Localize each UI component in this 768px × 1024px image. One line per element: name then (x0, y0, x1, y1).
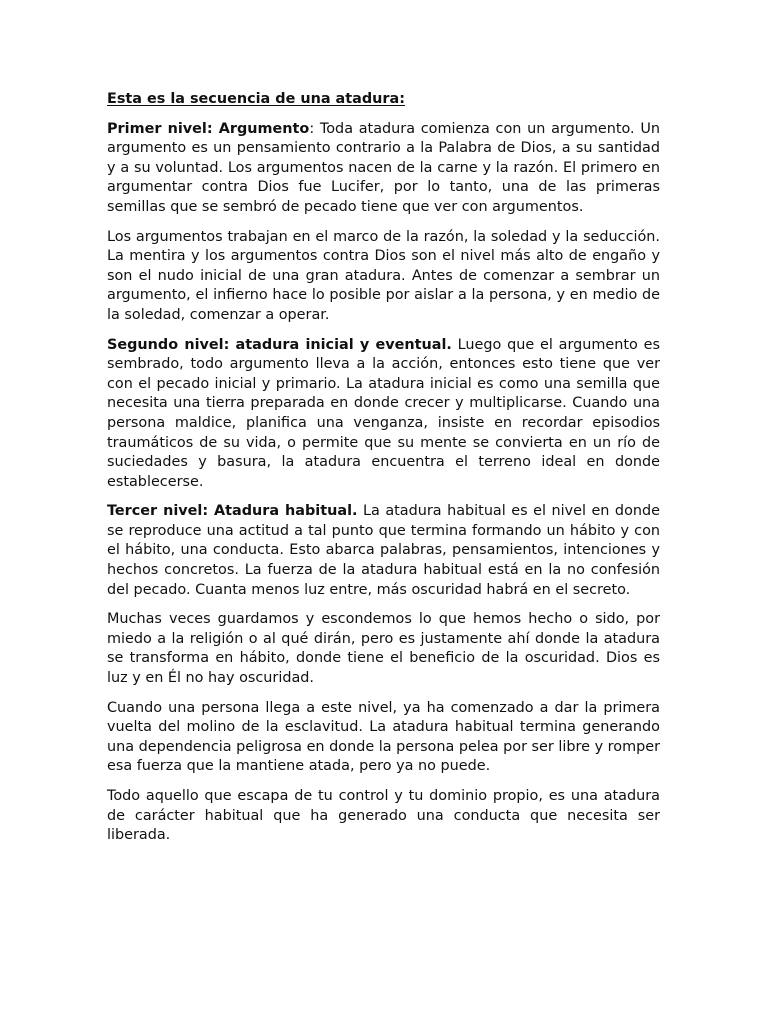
paragraph-4-lead: Tercer nivel: Atadura habitual. (107, 503, 358, 520)
paragraph-5-text: Muchas veces guardamos y escondemos lo que hemos hecho o sido, por miedo a la religión o al qué dirán, pero es justamente ahí donde la atadura se transforma en hábito, donde tiene el beneficio de la oscuridad. Dios es luz y en Él no hay oscuridad. (107, 611, 660, 687)
paragraph-3-lead: Segundo nivel: atadura inicial y eventual. (107, 336, 452, 353)
paragraph-1-text: : Toda atadura comienza con un argumento. Un argumento es un pensamiento contrario a la Palabra de Dios, a su santidad y a su voluntad. Los argumentos nacen de la carne y la razón. El primero en argumentar contra Dios fue Lucifer, por lo tanto, una de las primeras semillas que se sembró de pecado tiene que ver con argumentos. (107, 120, 660, 215)
paragraph-3-text: Luego que el argumento es sembrado, todo argumento lleva a la acción, entonces esto tiene que ver con el pecado inicial y primario. La atadura inicial es como una semilla que necesita una tierra preparada en donde crecer y multiplicarse. Cuando una persona maldice, planifica una venganza, insiste en recordar episodios traumáticos de su vida, o permite que su mente se convierta en un río de suciedades y basura, la atadura encuentra el terreno ideal en donde establecerse. (107, 336, 660, 490)
document-page (107, 90, 660, 856)
document-title: Esta es la secuencia de una atadura: (107, 91, 405, 107)
paragraph-4-text: La atadura habitual es el nivel en donde se reproduce una actitud a tal punto que termina formando un hábito y con el hábito, una conducta. Esto abarca palabras, pensamientos, intenciones y hechos concretos. La fuerza de la atadura habitual está en la no confesión del pecado. Cuanta menos luz entre, más oscuridad habrá en el secreto. (107, 503, 660, 598)
paragraph-3 (107, 336, 660, 493)
paragraph-1-lead: Primer nivel: Argumento (107, 120, 310, 137)
paragraph-2-text: Los argumentos trabajan en el marco de la razón, la soledad y la seducción. La mentira y los argumentos contra Dios son el nivel más alto de engaño y son el nudo inicial de una gran atadura. Antes de comenzar a sembrar un argumento, el infierno hace lo posible por aislar a la persona, y en medio de la soledad, comenzar a operar. (107, 228, 660, 323)
paragraph-5 (107, 610, 660, 688)
paragraph-6 (107, 699, 660, 777)
paragraph-7 (107, 787, 660, 846)
paragraph-1 (107, 120, 660, 218)
paragraph-4 (107, 502, 660, 600)
paragraph-2 (107, 228, 660, 326)
paragraph-7-text: Todo aquello que escapa de tu control y tu dominio propio, es una atadura de carácter habitual que ha generado una conducta que necesita ser liberada. (107, 788, 660, 844)
paragraph-6-text: Cuando una persona llega a este nivel, ya ha comenzado a dar la primera vuelta del molino de la esclavitud. La atadura habitual termina generando una dependencia peligrosa en donde la persona pelea por ser libre y romper esa fuerza que la mantiene atada, pero ya no puede. (107, 699, 660, 775)
